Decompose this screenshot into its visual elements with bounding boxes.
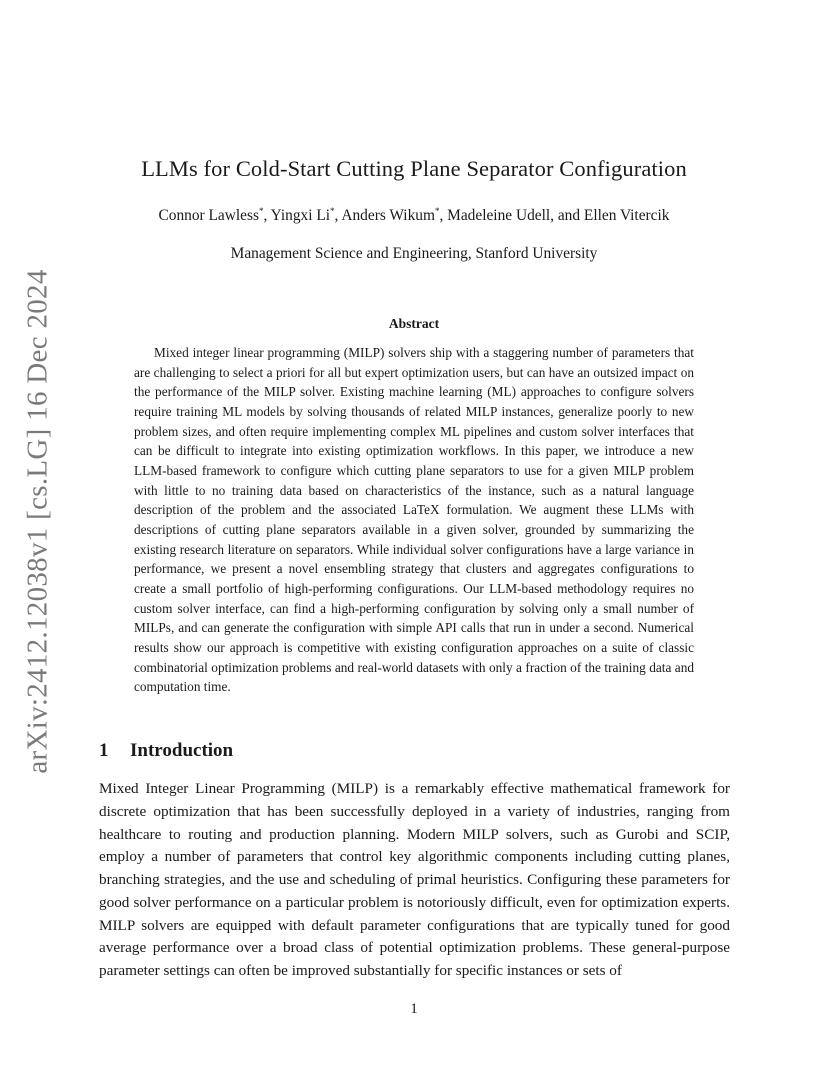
arxiv-identifier-stamp — [21, 268, 54, 774]
paper-title: LLMs for Cold-Start Cutting Plane Separator Configuration — [141, 156, 687, 181]
section-number: 1 — [99, 740, 109, 761]
author-list: Connor Lawless*, Yingxi Li*, Anders Wikum*, Madeleine Udell, and Ellen Vitercik — [158, 206, 670, 225]
section-heading — [99, 740, 233, 762]
equal-contribution-mark: * — [258, 206, 264, 216]
abstract-body: Mixed integer linear programming (MILP) solvers ship with a staggering number of parameters that are challenging to select a priori for all but expert optimization users, but can have an outsized impact on the performance of the MILP solver. Existing machine learning (ML) approaches to configure solvers require training ML models by solving thousands of related MILP instances, generalize poorly to new problem sizes, and often require implementing complex ML pipelines and custom solver interfaces that can be difficult to integrate into existing optimization workflows. In this paper, we introduce a new LLM-based framework to configure which cutting plane separators to use for a given MILP problem with little to no training data based on characteristics of the instance, such as a natural language description of the problem and the associated LaTeX formulation. We augment these LLMs with descriptions of cutting plane separators available in a given solver, grounded by summarizing the existing research literature on separators. While individual solver configurations have a large variance in performance, we present a novel ensembling strategy that clusters and aggregates configurations to create a small portfolio of high-performing configurations. Our LLM-based methodology requires no custom solver interface, can find a high-performing configuration by solving only a small number of MILPs, and can generate the configuration with simple API calls that run in under a second. Numerical results show our approach is competitive with existing configuration approaches on a suite of classic combinatorial optimization problems and real-world datasets with only a fraction of the training data and computation time. — [134, 345, 694, 695]
equal-contribution-mark: * — [434, 206, 440, 216]
author-name: Connor Lawless — [158, 207, 259, 225]
author-affiliation: Management Science and Engineering, Stanford University — [230, 245, 598, 262]
author-name: Yingxi Li — [270, 207, 331, 225]
section-title: Introduction — [130, 740, 234, 761]
arxiv-identifier-text: arXiv:2412.12038v1 [cs.LG] 16 Dec 2024 — [21, 268, 54, 774]
introduction-paragraph: Mixed Integer Linear Programming (MILP) is a remarkably effective mathematical framework for discrete optimization that has been successfully deployed in a variety of industries, ranging from healthcare to routing and production planning. Modern MILP solvers, such as Gurobi and SCIP, employ a number of parameters that control key algorithmic components including cutting planes, branching strategies, and the use and scheduling of primal heuristics. Configuring these parameters for good solver performance on a particular problem is notoriously difficult, even for optimization experts. MILP solvers are equipped with default parameter configurations that are typically tuned for good average performance over a broad class of potential optimization problems. These general-purpose parameter settings can often be improved substantially for specific instances or sets of — [99, 780, 730, 979]
author-name: Anders Wikum — [341, 207, 435, 225]
author-name: Ellen Vitercik — [583, 207, 670, 225]
author-name: Madeleine Udell — [447, 207, 551, 225]
abstract-heading: Abstract — [388, 316, 440, 331]
page-number: 1 — [410, 1001, 418, 1017]
equal-contribution-mark: * — [330, 206, 335, 216]
